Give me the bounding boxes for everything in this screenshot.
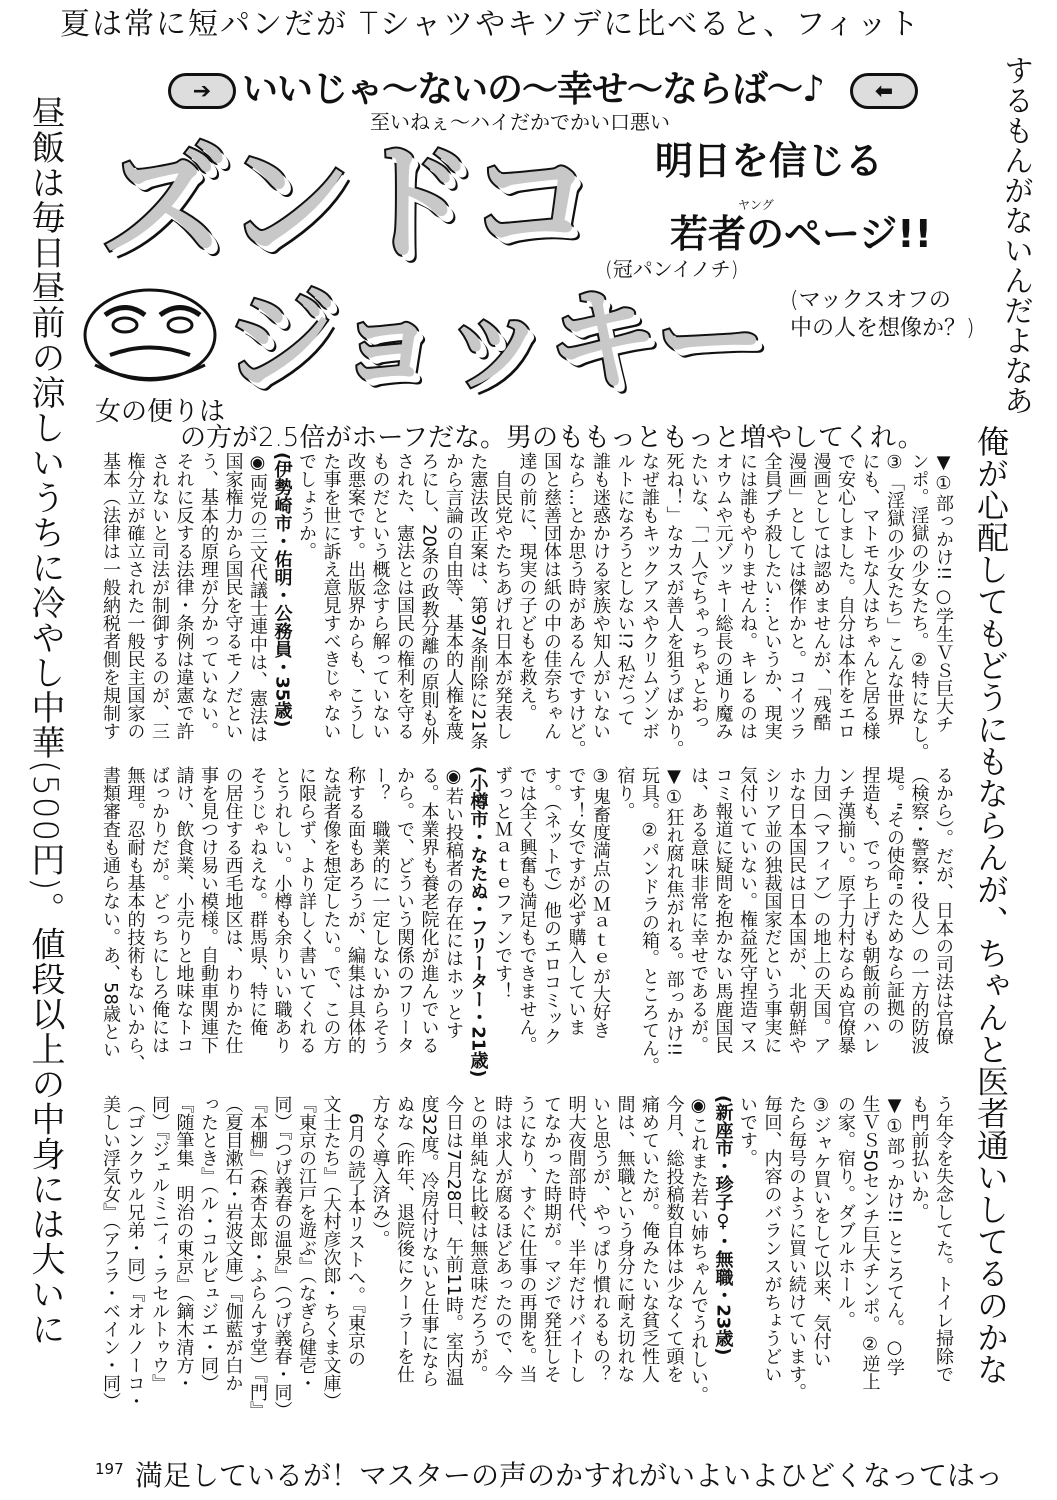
text-column: には誰もやりませんね。キレるのは	[737, 452, 758, 740]
text-column: （夏目漱石・岩波文庫）『伽藍が白か	[222, 1095, 244, 1392]
text-column: オウムや元ゾッキー総長の通り魔み	[712, 452, 734, 740]
handwritten-note: (マックスオフの	[790, 288, 951, 313]
text-column: シリア並の独裁国家だという事実に	[761, 766, 783, 1054]
text-column: 死ね！」なカスが善人を狙うばかり。	[663, 452, 685, 758]
subtitle: いいじゃ〜ないの〜幸せ〜ならば〜♪	[242, 69, 824, 110]
page-number: 197	[95, 1460, 124, 1478]
text-column: たら毎号のように買い続けています。	[786, 1095, 807, 1401]
text-column: 生ＶＳ50センチ巨大チンポ。②逆上	[859, 1095, 881, 1391]
text-column: 称する面もあろうが、編集は具体的	[345, 766, 366, 1054]
text-column: （検察・警察・役人）の一方的防波	[908, 766, 930, 1054]
text-column: 明大夜間部時代、半年だけバイトし	[565, 1095, 587, 1383]
handwritten-note: 女の便りは	[95, 397, 226, 427]
text-column: なぜ誰もキックアスやクリムゾンボ	[639, 452, 660, 740]
text-column: 間は、無職という身分に耐え切れな	[614, 1095, 636, 1383]
letter-signature: (新座市・珍子♀・無職・23歳)	[712, 1095, 734, 1356]
handwritten-margin-bottom: 満足しているが！マスターの声のかすれがいよいよひどくなってはっ	[135, 1459, 1004, 1492]
arrow-left-icon: ⬅	[850, 73, 918, 109]
text-column: 国と慈善団体は紙の中の佳奈ちゃん	[541, 452, 562, 740]
text-column: ものだという概念すら解っていない	[369, 452, 391, 740]
handwritten-note: 中の人を想像か？)	[790, 316, 975, 341]
text-column: でしょうか。	[296, 452, 317, 560]
text-column: ◉両党の三文代議士連中は、憲法は	[247, 452, 268, 743]
text-column: されないと司法が制御するのが、三	[149, 452, 170, 740]
text-column: 国家権力から国民を守るモノだとい	[222, 452, 244, 740]
text-column: それに反する法律・条例は違憲で許	[173, 452, 195, 740]
letter-signature: (伊勢崎市・佑明・公務員・35歳)	[271, 452, 293, 728]
text-column: ③「淫獄の少女たち」こんな世界	[884, 452, 905, 725]
text-column: た憲法改正案は、第97条削除に21条	[467, 452, 489, 750]
text-column: 書類審査も通らない。あ、58歳とい	[100, 766, 121, 1059]
text-column: 今日は7月28日、午前11時。室内温	[443, 1095, 464, 1387]
text-column: で安心しました。自分は本作をエロ	[835, 452, 856, 740]
text-column: る。本業界も養老院化が進んでいる	[418, 766, 440, 1054]
text-column: ぬな（昨年、退院後にクーラーを仕	[394, 1095, 415, 1383]
handwritten-note: 至いねぇ〜ハイだかでかい口悪い	[370, 110, 670, 134]
text-column: 宿り。	[614, 766, 636, 820]
text-column: 堤。"その使命"のためなら証拠の	[884, 766, 905, 1035]
text-column: 痛めていたが。俺みたいな貧乏性人	[639, 1095, 660, 1383]
letter-signature: (小樽市・なたぬ・フリーター・21歳)	[467, 766, 489, 1078]
handwritten-note-top: 夏は常に短パンだが Tシャツやキソデに比べると、フィット	[60, 7, 921, 42]
text-column: 全員ブチ殺したい…というか、現実	[761, 452, 783, 740]
text-column: そうじゃねえな。群馬県、特に俺	[247, 766, 268, 1036]
text-column: 文士たち』（大村彦次郎・ちくま文庫）	[320, 1095, 342, 1410]
text-column: た事を世に訴え意見すべきじゃない	[320, 452, 342, 740]
handwritten-note: (冠パンイノチ)	[605, 257, 739, 281]
text-column: 『東京の江戸を遊ぶ』（なぎら健壱・	[296, 1095, 317, 1392]
text-column: ▼①狂れ腐れ焦がれる。部っかけ!!	[663, 766, 685, 1057]
text-column: 気付いていない。権益死守捏造マス	[737, 766, 758, 1054]
text-column: 基本（法律は一般納税者側を規制す	[100, 452, 121, 740]
doodle-face-illustration	[75, 270, 225, 390]
text-column: ③ジャケ買いをして以来、気付い	[810, 1095, 832, 1368]
text-column: うになり、すぐに仕事の再開を。当	[516, 1095, 538, 1383]
text-column: いです。	[737, 1095, 758, 1167]
text-column: 達の前に、現実の子どもを救え。	[516, 452, 538, 722]
text-column: 毎回、内容のバランスがちょうどい	[761, 1095, 783, 1383]
handwritten-note: の方が2.5倍がホーフだな。男のももっともっと増やしてくれ。	[180, 423, 924, 453]
text-column: 力団（マフィア）の地上の天国。ア	[810, 766, 832, 1054]
arrow-right-icon: ➔	[168, 73, 236, 109]
text-column: （ゴンクウル兄弟・同）『オルノーコ・	[124, 1095, 146, 1410]
text-column: ろにし、20条の政教分離の原則も外	[418, 452, 440, 745]
handwritten-note-top-right: するもんがないんだよなあ	[998, 55, 1033, 415]
text-column: とうれしい。小樽も余りいい職あり	[271, 766, 293, 1054]
text-column: 方なく導入済み）。	[369, 1095, 391, 1248]
text-column: では全く興奮も満足もできません。	[516, 766, 538, 1054]
page-title-line1: ズンドコ	[100, 129, 591, 278]
text-column: コミ報道に疑問を抱かない馬鹿国民	[712, 766, 734, 1054]
text-column: の居住する西毛地区は、わりかた仕	[222, 766, 244, 1054]
text-column: いと思うが、やっぱり慣れるもの？	[590, 1095, 611, 1383]
text-column: 請け、飲食業、小売りと地味なトコ	[173, 766, 195, 1054]
text-column: す。（ネットで）他のエロコミック	[541, 766, 562, 1045]
text-column: も門前払いか。	[908, 1095, 930, 1221]
text-column: ◉これまた若い姉ちゃんでうれしい。	[688, 1095, 709, 1404]
text-column: ったとき』（ル・コルビュジエ・同）	[198, 1095, 219, 1392]
text-column: 美しい浮気女』（アフラ・ベイン・同）	[100, 1095, 121, 1410]
text-column: から。で、どういう関係のフリータ	[394, 766, 415, 1054]
letters-tier-1	[97, 452, 955, 762]
text-column: う、基本的原理が分かっていない。	[198, 452, 219, 740]
text-column: 誰も迷惑かける家族や知人がいない	[590, 452, 611, 740]
text-column: う年令を失念してた。トイレ掃除で	[933, 1095, 954, 1383]
text-column: です！女ですが必ず購入していま	[565, 766, 587, 1036]
text-column: 同）『つげ義春の温泉』（つげ義春・同）	[271, 1095, 293, 1419]
text-column: に限らず、より詳しく書いてくれる	[296, 766, 317, 1054]
text-column: てなかった時期が。マジで発狂しそ	[541, 1095, 562, 1383]
text-column: 6月の読了本リストへ。『東京の	[345, 1095, 366, 1368]
text-column: 漫画としては認めませんが、「残酷	[810, 452, 832, 731]
text-column: 玩具。②パンドラの箱。ところてん。	[639, 766, 660, 1075]
text-column: 『随筆集 明治の東京』（鏑木清方・	[173, 1095, 195, 1392]
text-column: 無理。忍耐も基本的技術もないから、	[124, 766, 146, 1072]
text-column: な読者像を想定したい。で、この方	[320, 766, 342, 1054]
letters-tier-3	[97, 1095, 955, 1457]
text-column: された、憲法とは国民の権利を守る	[394, 452, 415, 740]
handwritten-margin-left: 昼飯は毎日昼前の涼しいうちに冷やし中華(500円)。値段以上の中身には大いに	[25, 95, 65, 1347]
text-column: ▼①部っかけ!! ○学生ＶＳ巨大チ	[933, 452, 954, 734]
text-column: ンポ。淫獄の少女たち。②特になし。	[908, 452, 930, 761]
text-column: 権分立が確立された一般民主国家の	[124, 452, 146, 740]
handwritten-margin-right: 俺が心配してもどうにもならんが、ちゃんと医者通いしてるのかな	[972, 425, 1010, 1385]
text-column: 『本棚』（森杏太郎・ふらんす堂）『門』	[247, 1095, 268, 1419]
text-column: 今月、総投稿数自体は少なくて頭を	[663, 1095, 685, 1383]
tagline-ruby: ヤング	[738, 198, 774, 212]
text-column: の家。宿り。ダブルホール。	[835, 1095, 856, 1329]
text-column: ③鬼畜度満点のＭａｔｅが大好き	[590, 766, 611, 1039]
text-column: るから）。だが、日本の司法は官僚	[933, 766, 954, 1045]
text-column: たいな、「一人でちゃっちゃとおっ	[688, 452, 709, 731]
tagline: 明日を信じる	[655, 139, 884, 183]
text-column: 事を見つけ易い模様。自動車関連下	[198, 766, 219, 1054]
text-column: 捏造も、でっち上げも朝飯前のハレ	[859, 766, 881, 1054]
tagline-young-page: 若者のページ!!	[670, 212, 932, 256]
page-title-line2: ジョッキー	[225, 276, 763, 406]
text-column: ばっかりだが。どっちにしろ俺には	[149, 766, 170, 1054]
text-column: ンチ漢揃い。原子力村ならぬ官僚暴	[835, 766, 856, 1054]
text-column: 漫画」としては傑作かと。コイツラ	[786, 452, 807, 740]
text-column: ▼①部っかけ!! ところてん。○学	[884, 1095, 905, 1377]
text-column: ルトになろうとしない!? 私だって	[614, 452, 636, 727]
text-column: 度32度。冷房付けないと仕事になら	[418, 1095, 440, 1388]
text-column: にも、マトモな人はちゃんと居る様	[859, 452, 881, 740]
text-column: は、ある意味非常に幸せであるが。	[688, 766, 709, 1054]
text-column: 自民党やたちあげれ日本が発表し	[492, 452, 513, 740]
text-column: 同）『ジェルミニィ・ラセルトゥウ』	[149, 1095, 170, 1392]
text-column: との単純な比較は無意味だろうが。	[467, 1095, 489, 1383]
text-column: ホな日本国民は日本国が、北朝鮮や	[786, 766, 807, 1054]
text-column: ◉若い投稿者の存在にはホッとす	[443, 766, 464, 1039]
text-column: なら…とか思う時があるんですけど。	[565, 452, 587, 758]
text-column: から言論の自由等、基本的人権を蔑	[443, 452, 464, 740]
text-column: ー？ 職業的に一定しないからそう	[369, 766, 391, 1054]
text-column: ずっとＭａｔｅファンです！	[492, 766, 513, 1000]
letters-tier-2	[97, 766, 955, 1088]
text-column: 時は求人が腐るほどあったので、今	[492, 1095, 513, 1383]
text-column: 改悪案です。出版界からも、こうし	[345, 452, 366, 740]
